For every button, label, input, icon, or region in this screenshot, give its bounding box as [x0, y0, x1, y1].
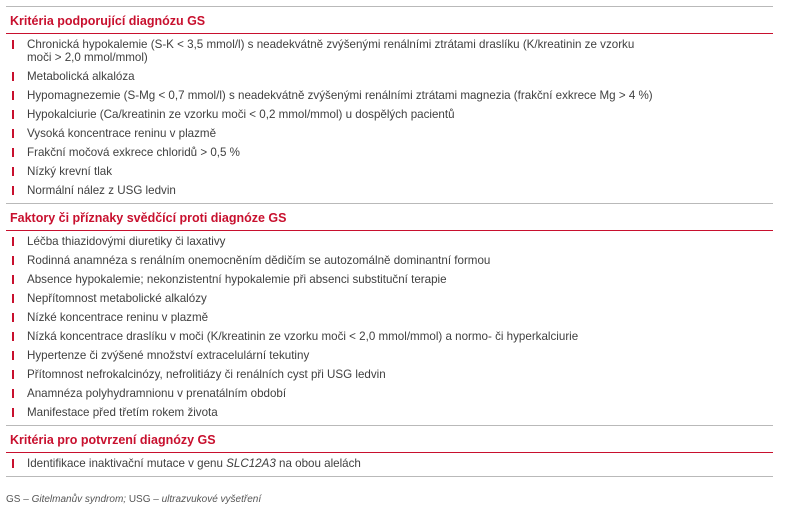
section-header-supporting: [6, 7, 773, 34]
bullet-icon: [12, 129, 14, 138]
footnote-abbr-gs: GS: [6, 494, 21, 505]
footnote-def-gs: – Gitelmanův syndrom;: [20, 494, 129, 505]
bullet-icon: [12, 148, 14, 157]
confirmation-criteria-list: [6, 453, 773, 477]
bullet-icon: [12, 294, 14, 303]
item-text-suffix: na obou alelách: [275, 457, 361, 470]
bullet-icon: [12, 275, 14, 284]
bullet-icon: [12, 186, 14, 195]
bullet-icon: [12, 40, 14, 49]
list-item: [6, 457, 773, 470]
against-factors-list: [6, 231, 773, 426]
list-item: Nízká koncentrace draslíku v moči (K/kreatinin ze vzorku moči < 2,0 mmol/mmol) a normo- či hyperkalciurie: [6, 330, 773, 343]
bullet-icon: [12, 237, 14, 246]
footnote-def-usg: – ultrazvukové vyšetření: [150, 494, 262, 505]
list-item: Nízké koncentrace reninu v plazmě: [6, 311, 773, 324]
list-item: Hypomagnezemie (S-Mg < 0,7 mmol/l) s neadekvátně zvýšenými renálními ztrátami magnezia (frakční exkrece Mg > 4 %): [6, 89, 773, 102]
list-item: Absence hypokalemie; nekonzistentní hypokalemie při absenci substituční terapie: [6, 273, 773, 286]
bullet-icon: [12, 313, 14, 322]
section-title-against: Faktory či příznaky svědčící proti diagnóze GS: [10, 211, 287, 225]
list-item: Chronická hypokalemie (S-K < 3,5 mmol/l) s neadekvátně zvýšenými renálními ztrátami draslíku (K/kreatinin ze vzorku moči > 2,0 mmol/mmol): [6, 38, 773, 64]
list-item: Normální nález z USG ledvin: [6, 184, 773, 197]
bullet-icon: [12, 332, 14, 341]
section-title-supporting: Kritéria podporující diagnózu GS: [10, 14, 206, 28]
gene-name: SLC12A3: [226, 457, 276, 470]
bullet-icon: [12, 370, 14, 379]
supporting-criteria-list: [6, 34, 773, 204]
bullet-icon: [12, 167, 14, 176]
list-item: Hypokalciurie (Ca/kreatinin ze vzorku moči < 0,2 mmol/mmol) u dospělých pacientů: [6, 108, 773, 121]
bullet-icon: [12, 351, 14, 360]
list-item: Manifestace před třetím rokem života: [6, 406, 773, 419]
list-item: Vysoká koncentrace reninu v plazmě: [6, 127, 773, 140]
bullet-icon: [12, 72, 14, 81]
list-item: Rodinná anamnéza s renálním onemocněním dědičím se autozomálně dominantní formou: [6, 254, 773, 267]
list-item: Nepřítomnost metabolické alkalózy: [6, 292, 773, 305]
list-item: Léčba thiazidovými diuretiky či laxativy: [6, 235, 773, 248]
footnote-abbr-usg: USG: [128, 494, 151, 505]
bullet-icon: [12, 256, 14, 265]
list-item: Metabolická alkalóza: [6, 70, 773, 83]
list-item: Nízký krevní tlak: [6, 165, 773, 178]
section-header-against: [6, 204, 773, 231]
bullet-icon: [12, 408, 14, 417]
section-header-confirmation: [6, 426, 773, 453]
item-text-prefix: Identifikace inaktivační mutace v genu: [27, 457, 227, 470]
bullet-icon: [12, 110, 14, 119]
list-item: Hypertenze či zvýšené množství extracelulární tekutiny: [6, 349, 773, 362]
list-item: Anamnéza polyhydramnionu v prenatálním období: [6, 387, 773, 400]
abbreviations-footnote: [6, 494, 261, 505]
criteria-table: [6, 6, 773, 477]
list-item: Frakční močová exkrece chloridů > 0,5 %: [6, 146, 773, 159]
bullet-icon: [12, 389, 14, 398]
section-title-confirmation: Kritéria pro potvrzení diagnózy GS: [10, 433, 216, 447]
list-item: Přítomnost nefrokalcinózy, nefrolitiázy či renálních cyst při USG ledvin: [6, 368, 773, 381]
bullet-icon: [12, 91, 14, 100]
bullet-icon: [12, 459, 14, 468]
